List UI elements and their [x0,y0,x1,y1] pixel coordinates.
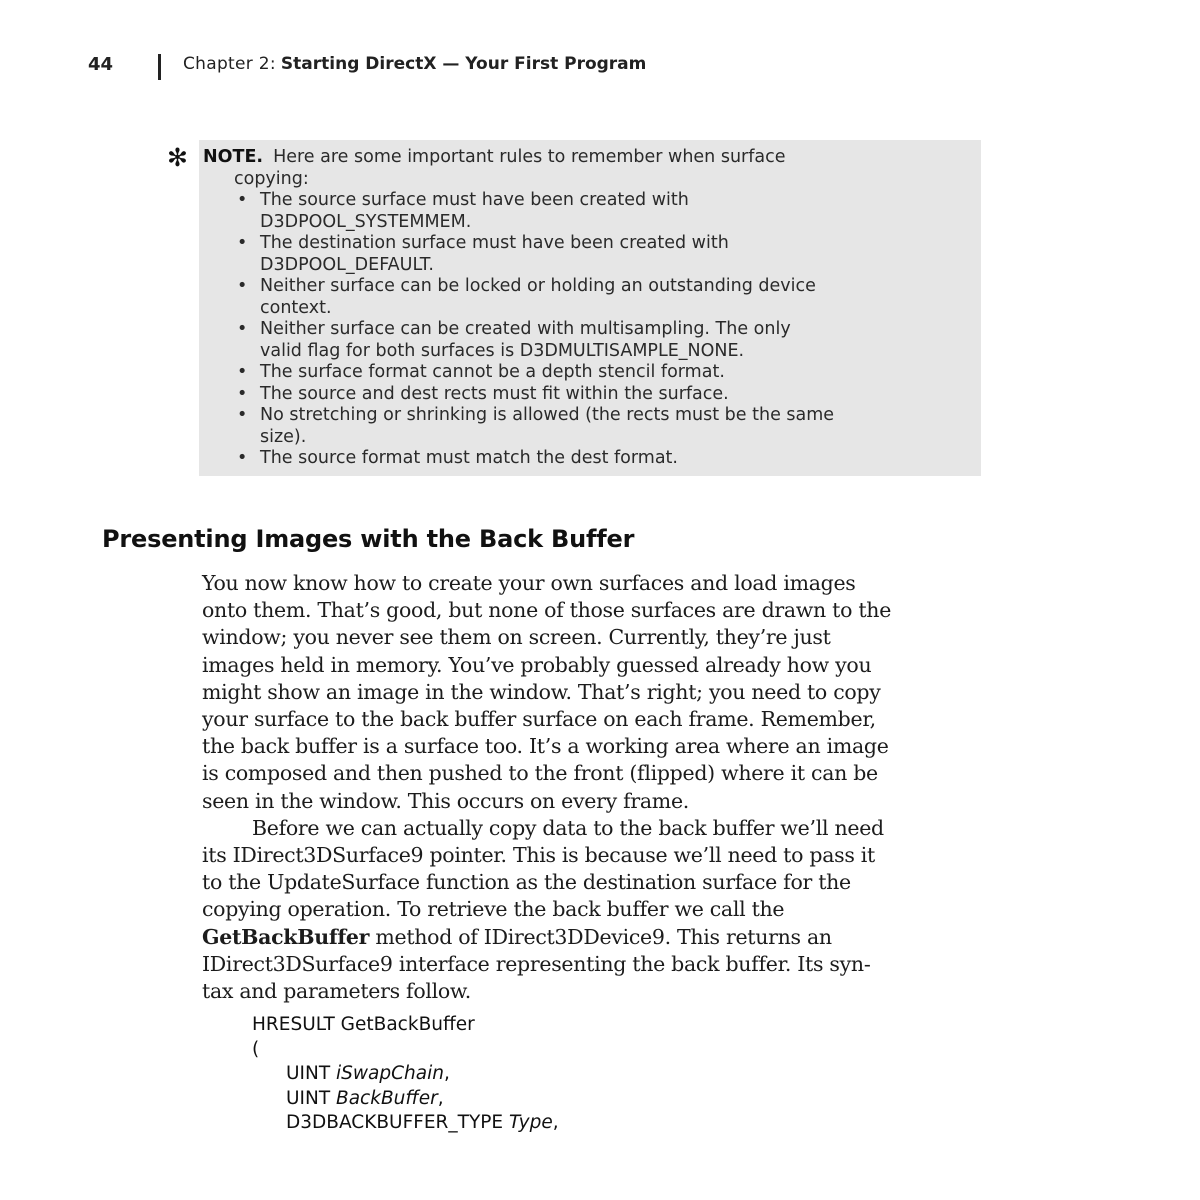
note-content [203,147,973,470]
note-intro-line-1: Here are some important rules to remember when surface [273,147,786,167]
list-item: • The surface format cannot be a depth stencil format. [237,362,973,384]
paragraph-1: You now know how to create your own surfaces and load images onto them. That’s good, but none of those surfaces are drawn to the window; you never see them on screen. Currently, they’re just images held in memory. You’ve probably guessed already how you might show an image in the window. That’s right; you need to copy your surface to the back buffer surface on each frame. Remember, the back buffer is a surface too. It’s a working area where an image is composed and then pushed to the front (flipped) where it can be seen in the window. This occurs on every frame. [202,571,892,813]
code-param: D3DBACKBUFFER_TYPE Type, [286,1112,559,1134]
list-item: • The source surface must have been created with D3DPOOL_SYSTEMMEM. [237,190,973,233]
note-intro-line-2: copying: [234,168,309,189]
code-open-paren: ( [252,1038,260,1060]
chapter-title: Starting DirectX — Your First Program [280,54,647,74]
list-item: • The source and dest rects must fit within the surface. [237,384,973,406]
list-item: • The source format must match the dest format. [237,448,973,470]
code-param: UINT iSwapChain, [286,1063,450,1085]
note-intro [203,147,973,169]
chapter-prefix: Chapter 2: [183,54,276,74]
code-param: UINT BackBuffer, [286,1087,444,1109]
body-text [202,570,1072,1005]
section-heading: Presenting Images with the Back Buffer [102,525,635,553]
code-signature: HRESULT GetBackBuffer [252,1014,475,1035]
paragraph-2: Before we can actually copy data to the back buffer we’ll need its IDirect3DSurface9 pointer. This is because we’ll need to pass it to the UpdateSurface function as the destination surface for the copying operation. To retrieve the back buffer we call the GetBackBuffer method of IDirect3DDevice9. This returns an IDirect3DSurface9 interface representing the back buffer. Its syn- tax and parameters follow. [202,815,884,1004]
running-header [88,50,646,78]
list-item: • Neither surface can be locked or holding an outstanding device context. [237,276,973,319]
header-divider [158,54,161,80]
getbackbuffer-term: GetBackBuffer [202,924,370,949]
page-number: 44 [88,53,114,75]
code-block [252,1013,559,1136]
asterisk-note-icon: ✻ [167,143,188,172]
list-item: • The destination surface must have been created with D3DPOOL_DEFAULT. [237,233,973,276]
note-label: NOTE. [203,147,264,167]
list-item: • Neither surface can be created with multisampling. The only valid flag for both surfaces is D3DMULTISAMPLE_NONE. [237,319,973,362]
note-rules-list [203,190,973,470]
list-item: • No stretching or shrinking is allowed (the rects must be the same size). [237,405,973,448]
